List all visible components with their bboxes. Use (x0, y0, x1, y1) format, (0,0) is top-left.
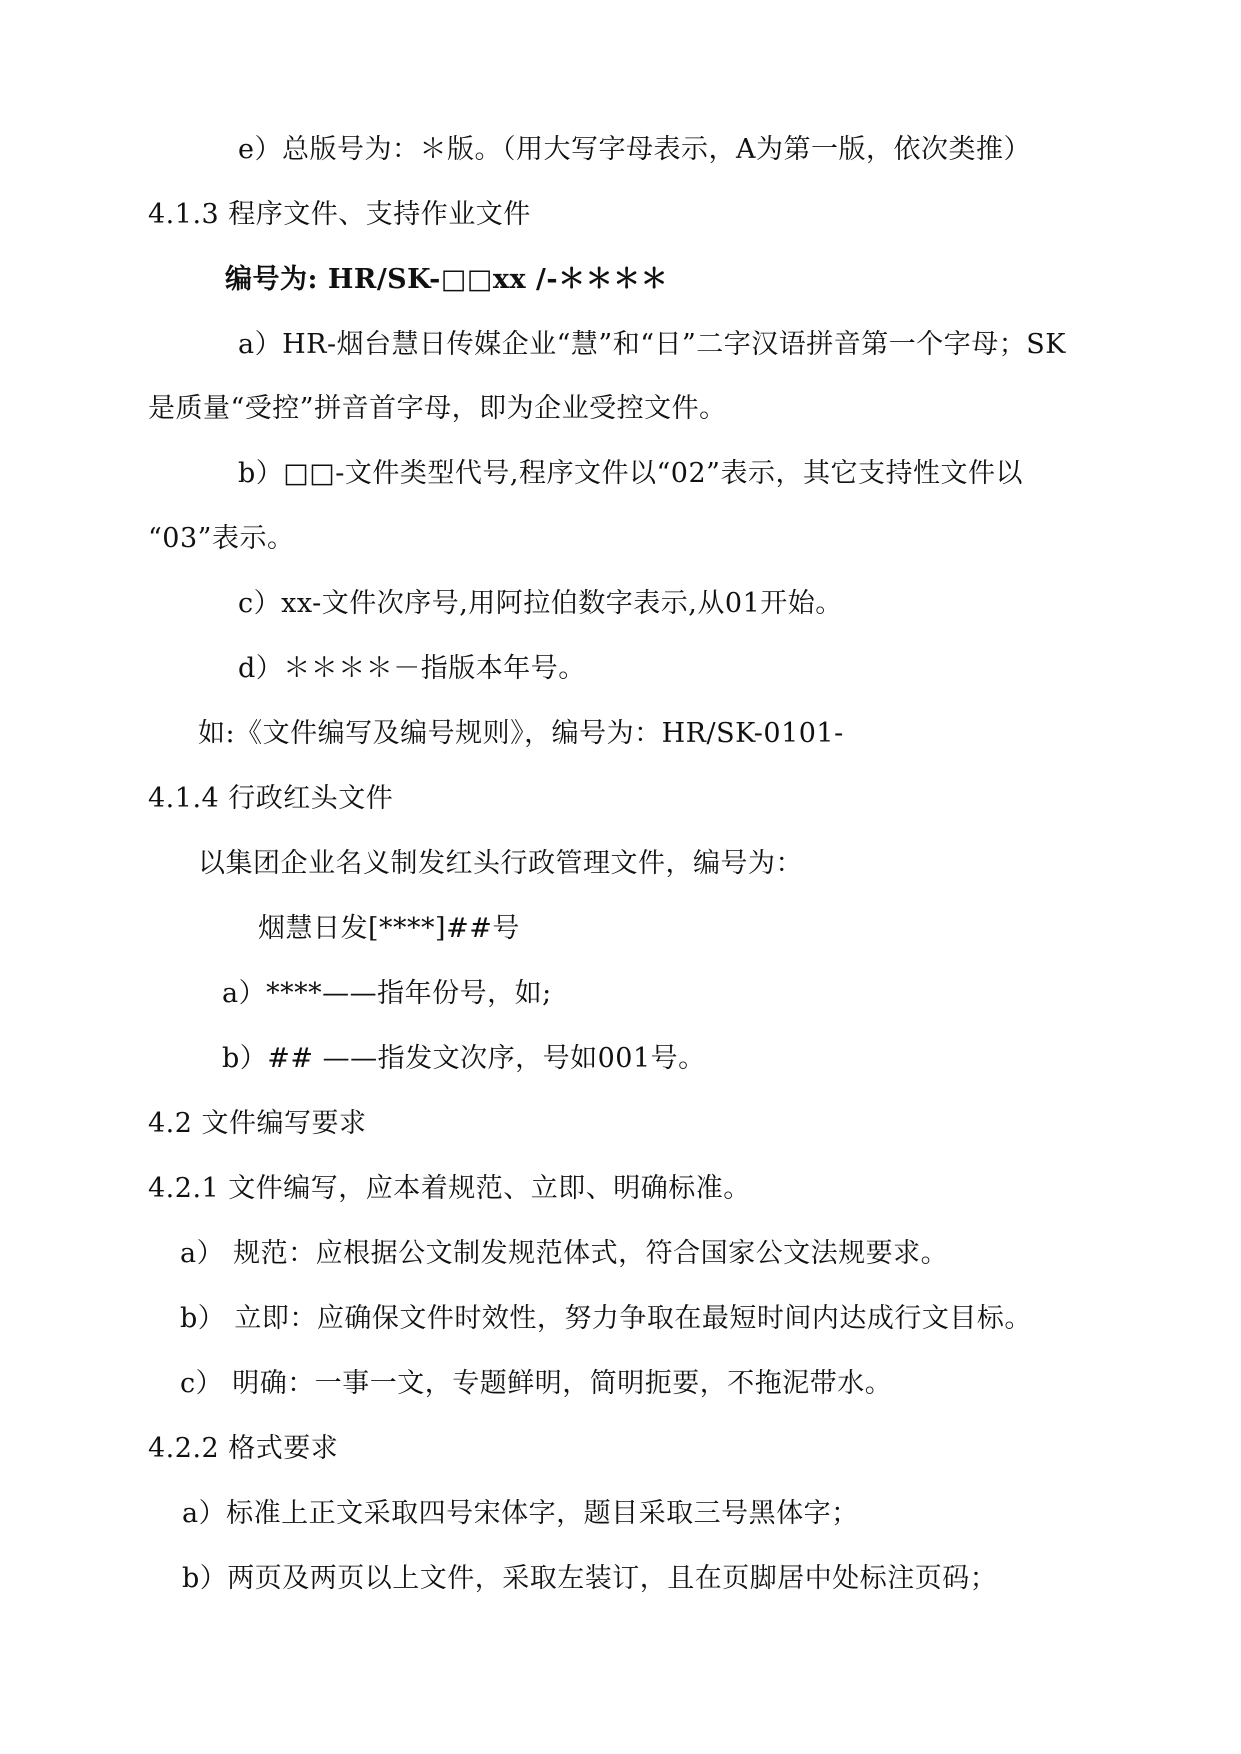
list-item-c: c）xx-文件次序号,用阿拉伯数字表示,从01开始。 (238, 588, 843, 619)
section-heading-4-2: 4.2 文件编写要求 (148, 1108, 367, 1139)
red-header-item-b: b）## ——指发文次序，号如001号。 (222, 1043, 706, 1074)
section-heading-4-2-2: 4.2.2 格式要求 (148, 1433, 339, 1464)
example-line: 如:《文件编写及编号规则》，编号为：HR/SK-0101- (198, 718, 844, 749)
red-header-item-a: a）****——指年份号，如; (222, 978, 552, 1009)
list-item-b-line1: b）□□-文件类型代号,程序文件以“02”表示，其它支持性文件以 (238, 458, 1023, 489)
version-rule-line: e）总版号为：＊版。（用大写字母表示，A为第一版，依次类推） (238, 134, 1031, 165)
format-rule-b: b）两页及两页以上文件，采取左装订，且在页脚居中处标注页码； (182, 1563, 998, 1594)
numbering-format-line: 编号为: HR/SK-□□xx /-＊＊＊＊ (225, 264, 669, 295)
red-header-intro: 以集团企业名义制发红头行政管理文件，编号为： (198, 848, 803, 879)
writing-rule-c: c） 明确：一事一文，专题鲜明，简明扼要，不拖泥带水。 (180, 1368, 893, 1399)
writing-rule-a: a） 规范：应根据公文制发规范体式，符合国家公文法规要求。 (180, 1238, 949, 1269)
red-header-format: 烟慧日发[****]##号 (258, 913, 520, 944)
list-item-a-line2: 是质量“受控”拼音首字母，即为企业受控文件。 (148, 393, 727, 424)
section-heading-4-1-3: 4.1.3 程序文件、支持作业文件 (148, 199, 531, 230)
section-heading-4-2-1: 4.2.1 文件编写，应本着规范、立即、明确标准。 (148, 1173, 751, 1204)
list-item-a-line1: a）HR-烟台慧日传媒企业“慧”和“日”二字汉语拼音第一个字母；SK (238, 329, 1066, 360)
section-heading-4-1-4: 4.1.4 行政红头文件 (148, 783, 394, 814)
writing-rule-b: b） 立即：应确保文件时效性，努力争取在最短时间内达成行文目标。 (180, 1303, 1032, 1334)
list-item-b-line2: “03”表示。 (148, 523, 295, 554)
list-item-d: d）＊＊＊＊－指版本年号。 (238, 653, 586, 684)
format-rule-a: a）标准上正文采取四号宋体字，题目采取三号黑体字； (182, 1498, 859, 1529)
